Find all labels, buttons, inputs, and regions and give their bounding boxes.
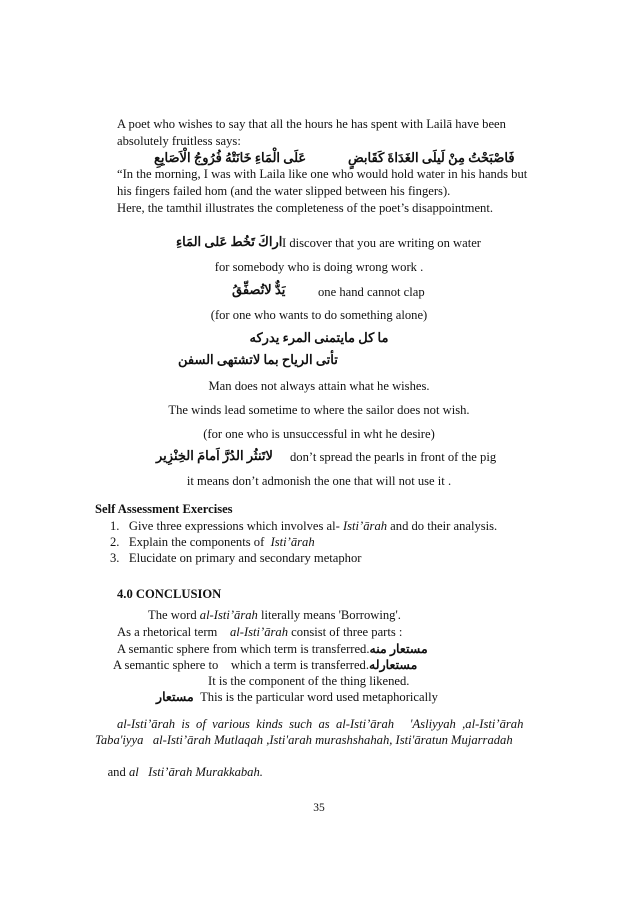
conclusion-final-line-2: Taba'iyya al-Isti’ārah Mutlaqah ,Isti'arah murashshahah, Isti'āratun Mujarradah (95, 733, 513, 747)
example-2-arabic: يَدٌّ لاتُصفِّقُ (232, 282, 286, 297)
item-term: Isti’ārah (270, 535, 315, 549)
translation-line-1: “In the morning, I was with Laila like one who would hold water in his hands but (117, 167, 528, 181)
conclusion-term: al-Isti’ārah (199, 608, 258, 622)
conclusion-line-1 (148, 607, 401, 623)
conclusion-term: al Isti’ārah Murakkabah. (128, 765, 263, 779)
conclusion-text: The word (148, 608, 200, 622)
example-3-note: (for one who is unsuccessful in wht he desire) (203, 427, 435, 441)
conclusion-final-line-3 (95, 748, 263, 796)
example-4-english: don’t spread the pearls in front of the pig (290, 450, 497, 464)
conclusion-text: literally means 'Borrowing'. (257, 608, 401, 622)
conclusion-line-4 (113, 657, 417, 673)
conclusion-line-3 (117, 641, 428, 657)
example-2-english: one hand cannot clap (318, 285, 425, 299)
item-text: Explain the components of (128, 535, 271, 549)
conclusion-arabic-term: مستعار منه (369, 642, 428, 656)
item-text: Give three expressions which involves al- (128, 519, 343, 533)
conclusion-text: A semantic sphere to which a term is transferred. (113, 658, 369, 672)
conclusion-arabic-term: مستعار (156, 690, 194, 704)
item-text: and do their analysis. (387, 519, 498, 533)
conclusion-heading: 4.0 CONCLUSION (117, 587, 222, 601)
example-1-note: for somebody who is doing wrong work . (214, 260, 424, 274)
conclusion-text: A semantic sphere from which term is transferred. (117, 642, 370, 656)
conclusion-line-6 (156, 689, 438, 705)
self-assessment-item-2 (110, 534, 315, 550)
item-number: 2. (110, 535, 120, 549)
item-text: Elucidate on primary and secondary metaphor (128, 551, 362, 565)
example-3-english-1: Man does not always attain what he wishes. (208, 379, 430, 393)
conclusion-line-5: It is the component of the thing likened. (208, 674, 410, 688)
self-assessment-item-3 (110, 550, 361, 566)
conclusion-text: This is the particular word used metaphorically (200, 690, 438, 704)
conclusion-text: consist of three parts : (288, 625, 403, 639)
intro-line-1: A poet who wishes to say that all the hours he has spent with Lailā have been (117, 117, 506, 131)
self-assessment-heading: Self Assessment Exercises (95, 502, 233, 516)
conclusion-term: al-Isti’ārah (229, 625, 289, 639)
example-3-arabic-2: تأتى الرياح بما لاتشتهى السفن (178, 352, 338, 367)
verse-second-hemistich: عَلَى الْمَاءِ خَانَتْهُ فُرُوجُ الْاَصَابِعِ (154, 150, 307, 165)
conclusion-arabic-term: مستعارله (369, 658, 418, 672)
example-3-english-2: The winds lead sometime to where the sailor does not wish. (168, 403, 470, 417)
example-1-arabic: اراكَ تَخُط عَلى المَاءِ (176, 234, 283, 249)
conclusion-line-2 (117, 624, 402, 640)
example-4-arabic: لاتَنثُر الدُرَّ اَمامَ الخِنْزِير (156, 448, 273, 463)
translation-line-2: his fingers failed hom (and the water slipped between his fingers). (117, 184, 451, 198)
conclusion-text: As a rhetorical term (117, 625, 230, 639)
conclusion-text: and (107, 765, 129, 779)
example-2-note: (for one who wants to do something alone) (210, 308, 428, 322)
example-4-note: it means don’t admonish the one that will not use it . (186, 474, 452, 488)
example-3-arabic-1: ما كل مايتمنى المرء يدركه (249, 330, 389, 345)
verse-first-hemistich: فَاصْبَحْتُ مِنْ لَيلَى الغَدَاةَ كَقَابضٍ (348, 150, 515, 165)
translation-line-3: Here, the tamthil illustrates the completeness of the poet’s disappointment. (117, 201, 493, 215)
self-assessment-item-1 (110, 518, 497, 534)
intro-line-2: absolutely fruitless says: (117, 134, 241, 148)
example-1-english: I discover that you are writing on water (282, 236, 481, 250)
item-number: 3. (110, 551, 120, 565)
item-number: 1. (110, 519, 120, 533)
item-term: Isti’ārah (342, 519, 388, 533)
page-number: 35 (313, 802, 325, 814)
conclusion-final-line-1: al-Isti’ārah is of various kinds such as al-Isti’ārah 'Asliyyah ,al-Isti’ārah (117, 717, 524, 731)
